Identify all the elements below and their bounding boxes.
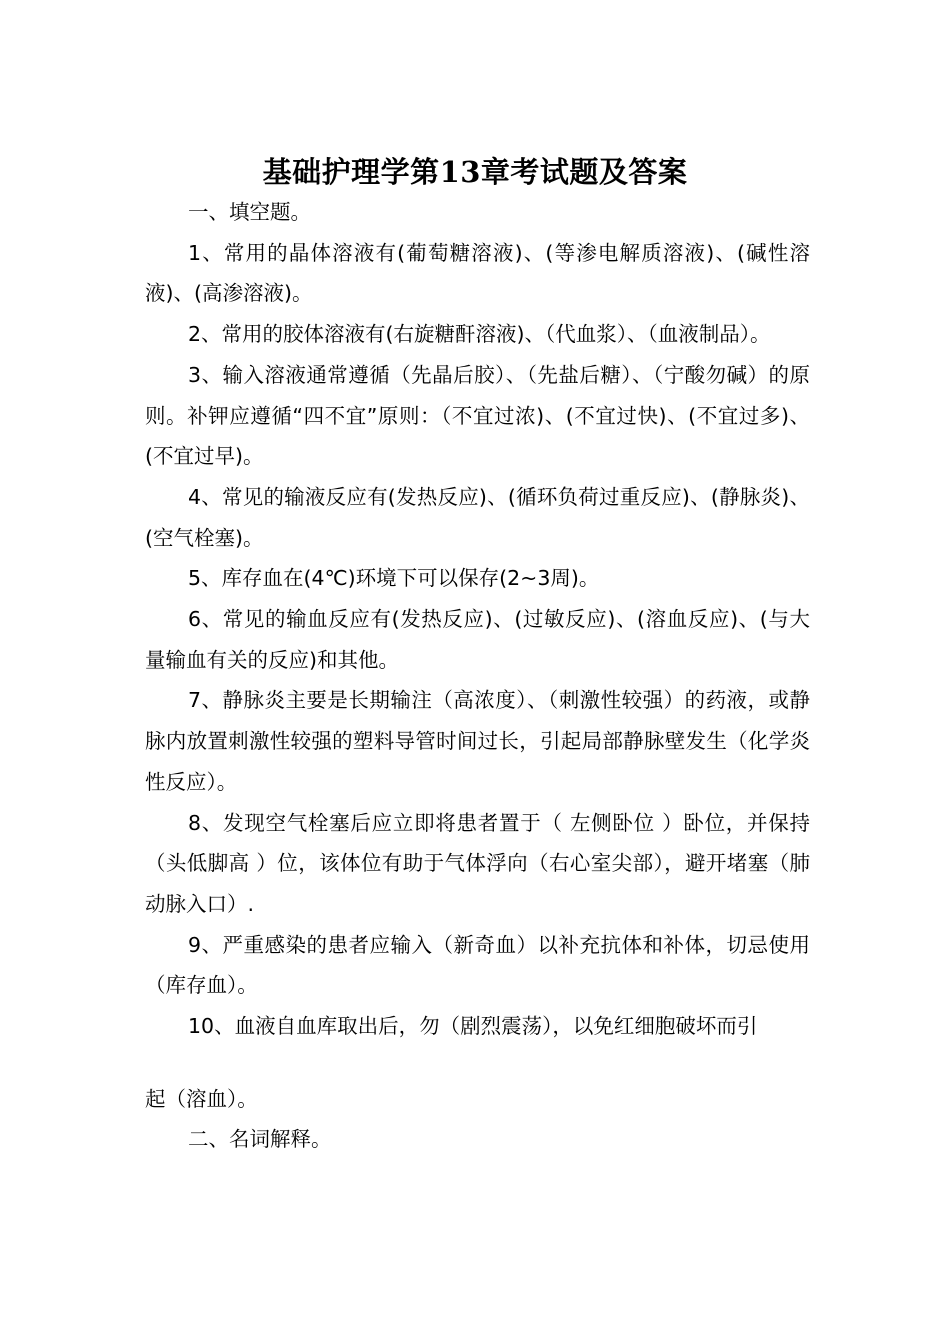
question-8: 8、发现空气栓塞后应立即将患者置于（ 左侧卧位 ）卧位，并保持（头低脚高 ）位，该体位有助于气体浮向（右心室尖部），避开堵塞（肺动脉入口）. [145, 810, 810, 916]
section-heading-definitions: 二、名词解释。 [188, 1127, 332, 1152]
question-3: 3、输入溶液通常遵循（先晶后胶）、（先盐后糖）、（宁酸勿碱）的原则。补钾应遵循“四不宜”原则：（不宜过浓)、(不宜过快)、(不宜过多)、(不宜过早)。 [145, 362, 810, 469]
document-body [145, 192, 810, 1160]
section-heading-fill-in: 一、填空题。 [188, 200, 311, 224]
question-7: 7、静脉炎主要是长期输注（高浓度）、（刺激性较强）的药液，或静脉内放置刺激性较强的塑料导管时间过长，引起局部静脉壁发生（化学炎性反应）。 [145, 688, 810, 794]
question-4: 4、常见的输液反应有(发热反应)、(循环负荷过重反应)、(静脉炎)、(空气栓塞)。 [145, 484, 810, 550]
document-title: 基础护理学第13章考试题及答案 [262, 155, 688, 189]
question-1: 1、常用的晶体溶液有(葡萄糖溶液)、(等渗电解质溶液)、(碱性溶液)、(高渗溶液)。 [145, 240, 810, 306]
question-6: 6、常见的输血反应有(发热反应)、(过敏反应)、(溶血反应)、(与大量输血有关的反应)和其他。 [145, 607, 810, 672]
question-5: 5、库存血在(4℃)环境下可以保存(2~3周)。 [188, 566, 600, 591]
question-9: 9、严重感染的患者应输入（新奇血）以补充抗体和补体，切忌使用（库存血）。 [145, 932, 810, 998]
question-10-continued: 起（溶血）。 [145, 1086, 258, 1111]
question-10: 10、血液自血库取出后，勿（剧烈震荡），以免红细胞破坏而引 [188, 1014, 758, 1039]
question-2: 2、常用的胶体溶液有(右旋糖酐溶液)、（代血浆）、（血液制品）。 [188, 322, 771, 347]
